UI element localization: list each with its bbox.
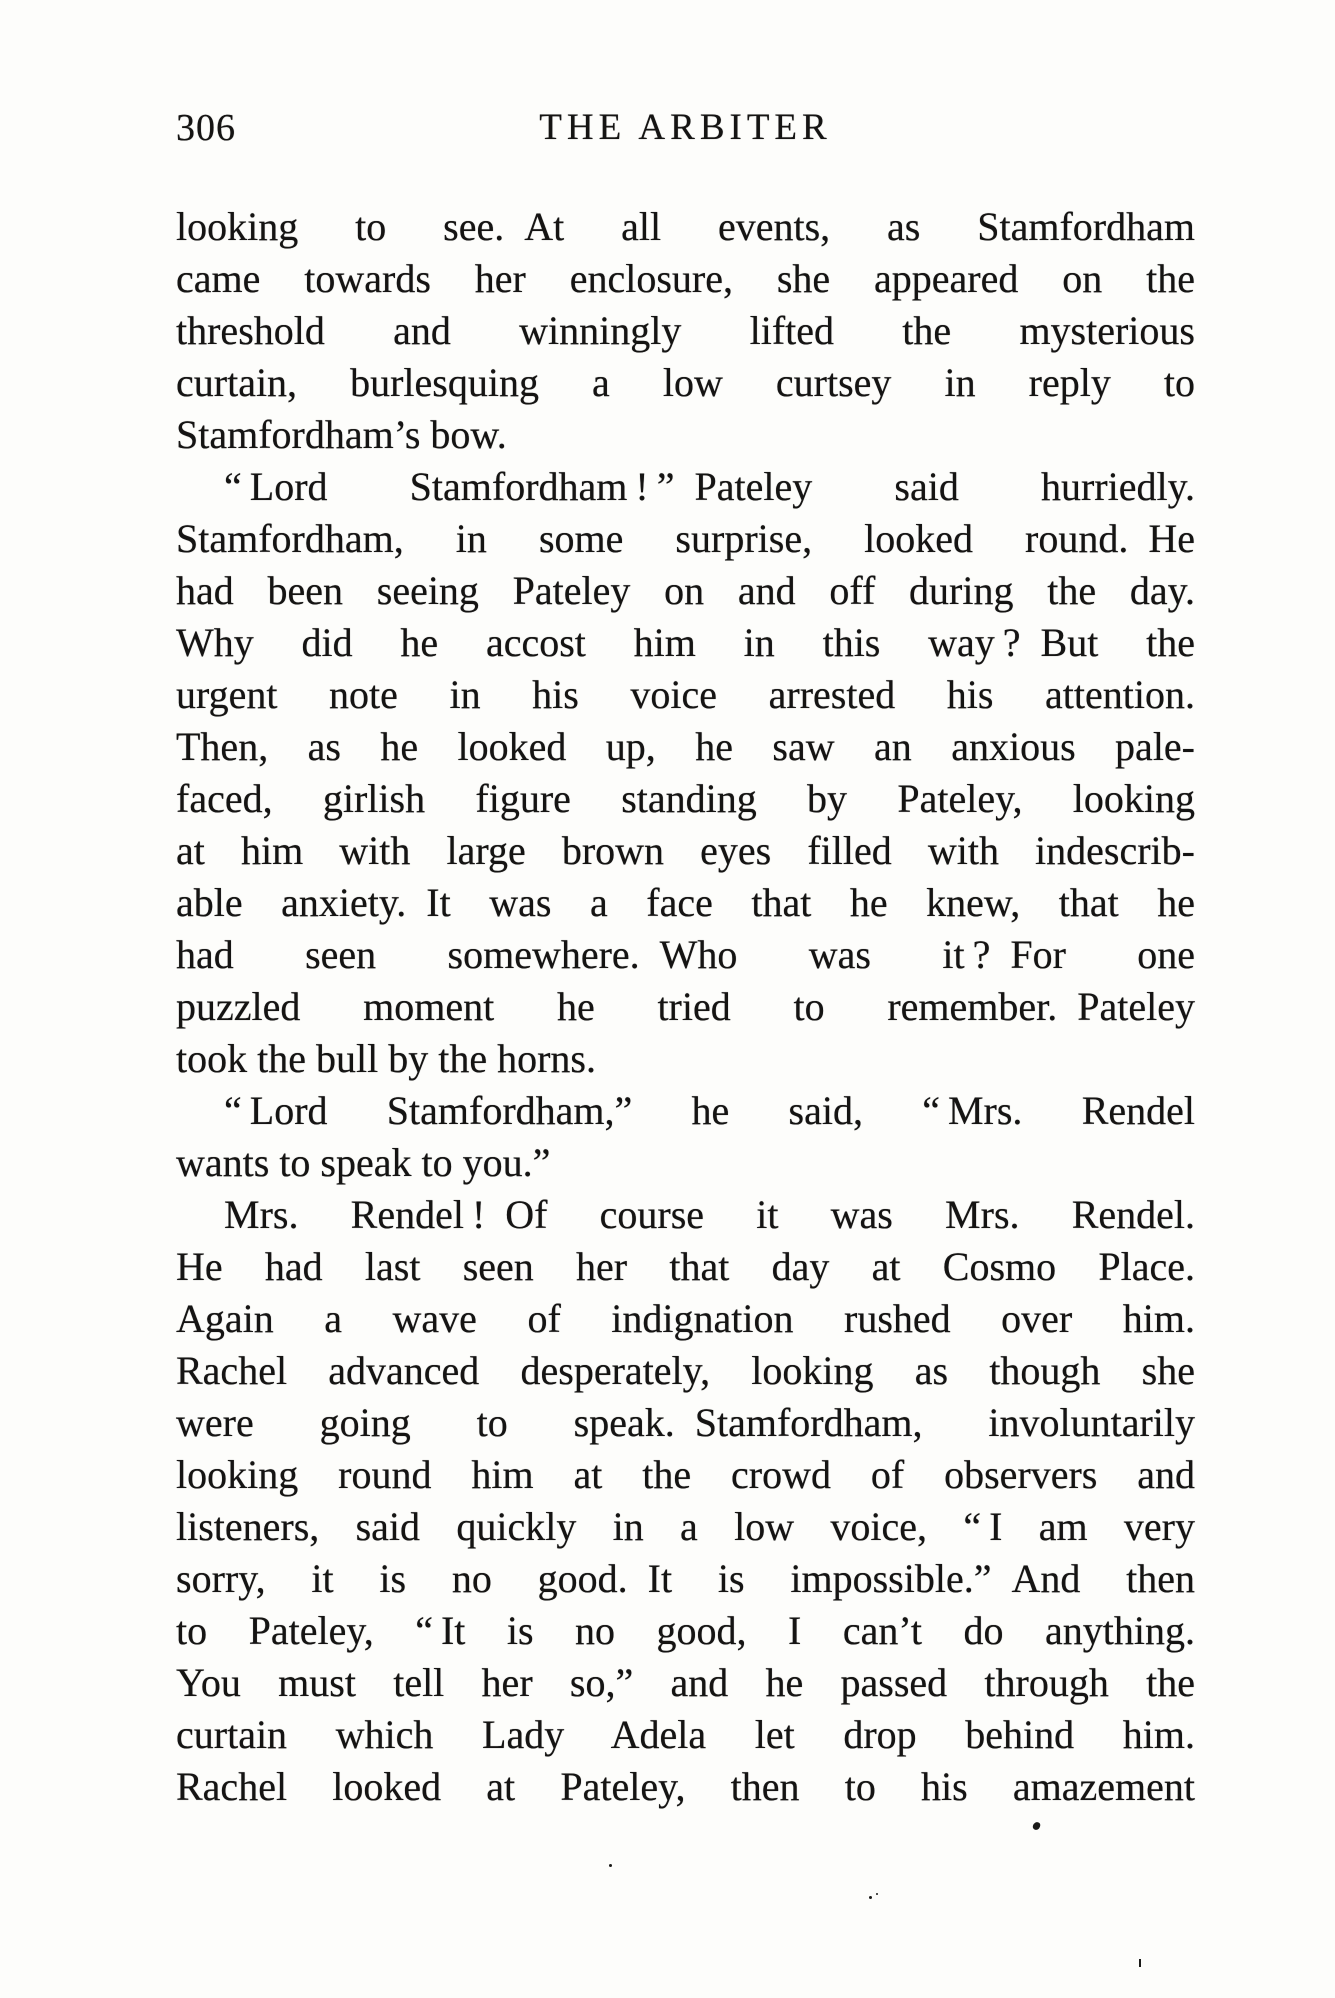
running-title: THE ARBITER [539, 107, 832, 148]
page-number: 306 [176, 107, 236, 149]
text-line: puzzled moment he tried to remember. Pateley [176, 984, 1195, 1029]
text-line: You must tell her so,” and he passed through the [176, 1660, 1195, 1705]
page-header [176, 108, 1195, 148]
text-line: able anxiety. It was a face that he knew, that he [176, 880, 1195, 925]
text-line: wants to speak to you.” [176, 1140, 551, 1185]
text-line: “ Lord Stamfordham,” he said, “ Mrs. Rendel [224, 1088, 1195, 1133]
text-line: Stamfordham’s bow. [176, 412, 507, 457]
scan-speck [1139, 1959, 1141, 1967]
text-line: faced, girlish figure standing by Pateley, looking [176, 776, 1195, 821]
scan-speck [869, 1896, 872, 1899]
text-line: threshold and winningly lifted the mysterious [176, 308, 1195, 353]
text-line: took the bull by the horns. [176, 1036, 596, 1081]
text-line: curtain which Lady Adela let drop behind him. [176, 1712, 1195, 1757]
text-line: had been seeing Pateley on and off during the day. [176, 568, 1195, 613]
text-line: looking round him at the crowd of observers and [176, 1452, 1195, 1497]
text-line: He had last seen her that day at Cosmo Place. [176, 1244, 1195, 1289]
paragraph-3 [176, 1085, 1195, 1189]
scan-speck [609, 1864, 612, 1867]
scan-speck [876, 1893, 878, 1895]
paragraph-1 [176, 201, 1195, 461]
text-line: Rachel looked at Pateley, then to his amazement [176, 1764, 1195, 1809]
text-line: Mrs. Rendel ! Of course it was Mrs. Rendel. [224, 1192, 1195, 1237]
body-text [176, 201, 1195, 1813]
text-line: looking to see. At all events, as Stamfordham [176, 204, 1195, 249]
text-line: at him with large brown eyes filled with indescrib- [176, 828, 1195, 873]
text-line: to Pateley, “ It is no good, I can’t do anything. [176, 1608, 1195, 1653]
text-line: Why did he accost him in this way ? But the [176, 620, 1195, 665]
paragraph-2 [176, 461, 1195, 1085]
text-line: Then, as he looked up, he saw an anxious pale- [176, 724, 1195, 769]
text-line: Stamfordham, in some surprise, looked round. He [176, 516, 1195, 561]
text-block [176, 108, 1195, 1813]
text-line: sorry, it is no good. It is impossible.” And then [176, 1556, 1195, 1601]
text-line: came towards her enclosure, she appeared on the [176, 256, 1195, 301]
text-line: had seen somewhere. Who was it ? For one [176, 932, 1195, 977]
text-line: curtain, burlesquing a low curtsey in reply to [176, 360, 1195, 405]
text-line: “ Lord Stamfordham ! ” Pateley said hurriedly. [224, 464, 1195, 509]
paragraph-4 [176, 1189, 1195, 1813]
text-line: listeners, said quickly in a low voice, “ I am very [176, 1504, 1195, 1549]
text-line: Rachel advanced desperately, looking as though she [176, 1348, 1195, 1393]
scan-speck [1032, 1821, 1041, 1831]
text-line: were going to speak. Stamfordham, involuntarily [176, 1400, 1195, 1445]
text-line: urgent note in his voice arrested his attention. [176, 672, 1195, 717]
text-line: Again a wave of indignation rushed over him. [176, 1296, 1195, 1341]
